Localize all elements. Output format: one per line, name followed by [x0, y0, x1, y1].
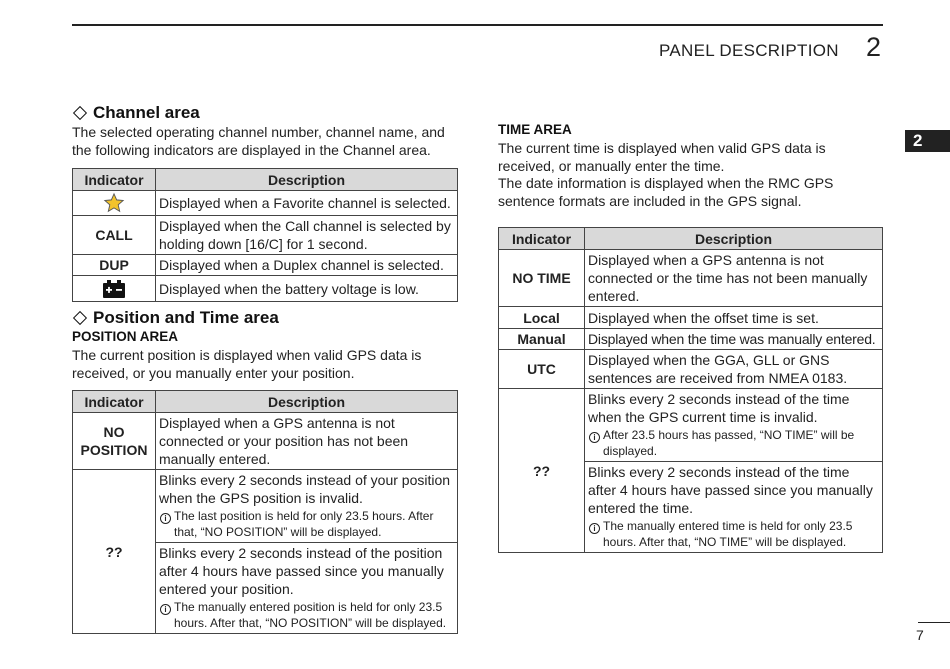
table-header-row: [73, 391, 458, 413]
indicator-cell: [73, 191, 156, 216]
table-row: [73, 216, 458, 255]
channel-area-intro: The selected operating channel number, channel name, and the following indicators are displayed in the Channel area.: [72, 124, 445, 158]
table-row: [73, 413, 458, 470]
diamond-icon: [73, 310, 87, 324]
description-cell: Displayed when the time was manually entered.: [585, 329, 883, 350]
table-row: [499, 350, 883, 389]
description-text: Blinks every 2 seconds instead of the position after 4 hours have passed since you manually entered your position.: [159, 545, 444, 597]
description-text: Blinks every 2 seconds instead of your position when the GPS position is invalid.: [159, 472, 451, 506]
chapter-number: 2: [866, 32, 882, 62]
header-rule: [72, 24, 883, 26]
info-note-icon: i: [589, 432, 600, 443]
table-row: [73, 276, 458, 302]
note-text: The last position is held for only 23.5 hours. After that, “NO POSITION” will be displayed.: [174, 509, 434, 539]
description-cell: Displayed when a GPS antenna is not connected or the time has not been manually entered.: [585, 250, 883, 307]
note: [159, 508, 454, 540]
description-part: [156, 542, 457, 633]
column-header-indicator: Indicator: [73, 391, 156, 413]
indicator-cell: Local: [499, 307, 585, 329]
position-time-heading-text: Position and Time area: [93, 308, 279, 327]
position-indicator-table: [72, 390, 458, 634]
column-header-description: Description: [585, 228, 883, 250]
column-header-description: Description: [156, 169, 458, 191]
indicator-cell: ??: [73, 470, 156, 634]
note-text: After 23.5 hours has passed, “NO TIME” will be displayed.: [603, 428, 855, 458]
info-note-icon: i: [589, 523, 600, 534]
description-cell: [585, 389, 883, 553]
position-time-heading: [72, 308, 279, 328]
description-part: [156, 470, 457, 542]
table-row: [499, 250, 883, 307]
star-icon: [103, 192, 125, 214]
chapter-side-tab: 2: [905, 130, 950, 152]
column-header-indicator: Indicator: [73, 169, 156, 191]
table-row: [499, 329, 883, 350]
indicator-cell: ??: [499, 389, 585, 553]
table-row: [73, 255, 458, 276]
channel-area-heading-text: Channel area: [93, 103, 200, 122]
note: [588, 427, 879, 459]
description-text: Blinks every 2 seconds instead of the time after 4 hours have passed since you manually entered the time.: [588, 464, 873, 516]
indicator-cell: [73, 276, 156, 302]
channel-area-heading: [72, 103, 200, 123]
channel-indicator-table: [72, 168, 458, 302]
page-number: 7: [916, 627, 924, 643]
note: [159, 599, 454, 631]
description-cell: Displayed when the offset time is set.: [585, 307, 883, 329]
description-cell: Displayed when the GGA, GLL or GNS sentences are received from NMEA 0183.: [585, 350, 883, 389]
indicator-cell: NO TIME: [499, 250, 585, 307]
position-area-subheading: POSITION AREA: [72, 329, 179, 344]
table-row: [73, 191, 458, 216]
note-text: The manually entered position is held for only 23.5 hours. After that, “NO POSITION” will be displayed.: [174, 600, 447, 630]
description-cell: Displayed when the Call channel is selected by holding down [16/C] for 1 second.: [156, 216, 458, 255]
position-area-intro: The current position is displayed when valid GPS data is received, or you manually enter your position.: [72, 347, 422, 381]
table-row: [499, 389, 883, 553]
description-cell: Displayed when a GPS antenna is not connected or your position has not been manually entered.: [156, 413, 458, 470]
column-header-indicator: Indicator: [499, 228, 585, 250]
description-part: [585, 461, 882, 552]
battery-icon: [102, 279, 126, 299]
description-cell: Displayed when the battery voltage is low.: [156, 276, 458, 302]
note: [588, 518, 879, 550]
description-cell: [156, 470, 458, 634]
description-cell: Displayed when a Favorite channel is selected.: [156, 191, 458, 216]
time-indicator-table: [498, 227, 883, 553]
indicator-cell: DUP: [73, 255, 156, 276]
description-part: [585, 389, 882, 461]
footer-rule: [918, 622, 950, 623]
table-row: [73, 470, 458, 634]
indicator-cell: CALL: [73, 216, 156, 255]
table-header-row: [499, 228, 883, 250]
indicator-cell: NO POSITION: [73, 413, 156, 470]
note-text: The manually entered time is held for only 23.5 hours. After that, “NO TIME” will be displayed.: [603, 519, 853, 549]
time-area-intro-1: The current time is displayed when valid GPS data is received, or manually enter the time.: [498, 140, 826, 174]
page-header-title: PANEL DESCRIPTION: [659, 41, 839, 60]
description-cell: Displayed when a Duplex channel is selected.: [156, 255, 458, 276]
time-area-intro-2: The date information is displayed when the RMC GPS sentence formats are included in the GPS signal.: [498, 175, 834, 209]
indicator-cell: Manual: [499, 329, 585, 350]
diamond-icon: [73, 105, 87, 119]
description-text: Blinks every 2 seconds instead of the time when the GPS current time is invalid.: [588, 391, 850, 425]
indicator-cell: UTC: [499, 350, 585, 389]
column-header-description: Description: [156, 391, 458, 413]
info-note-icon: i: [160, 513, 171, 524]
info-note-icon: i: [160, 604, 171, 615]
table-row: [499, 307, 883, 329]
table-header-row: [73, 169, 458, 191]
time-area-subheading: TIME AREA: [498, 122, 572, 137]
